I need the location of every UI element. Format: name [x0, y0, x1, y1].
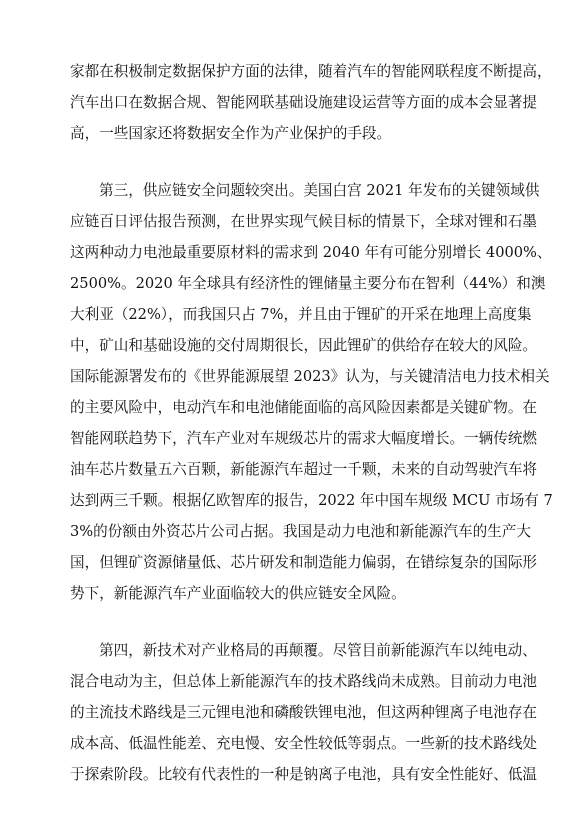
text-line: 高，一些国家还将数据安全作为产业保护的手段。 — [70, 125, 392, 142]
paragraph-start-line: 第三，供应链安全问题较突出。美国白宫 2021 年发布的关键领域供 — [99, 182, 540, 199]
text-line: 家都在积极制定数据保护方面的法律，随着汽车的智能网联程度不断提高， — [70, 63, 552, 80]
text-line: 应链百日评估报告预测，在世界实现气候目标的情景下，全球对锂和石墨 — [70, 213, 538, 230]
text-line: 的主要风险中，电动汽车和电池储能面临的高风险因素都是关键矿物。在 — [70, 399, 538, 416]
text-line: 势下，新能源汽车产业面临较大的供应链安全风险。 — [70, 585, 406, 602]
text-line: 的主流技术路线是三元锂电池和磷酸铁锂电池，但这两种锂离子电池存在 — [70, 704, 538, 721]
paragraph-start-line: 第四，新技术对产业格局的再颠覆。尽管目前新能源汽车以纯电动、 — [99, 642, 537, 659]
text-line: 智能网联趋势下，汽车产业对车规级芯片的需求大幅度增长。一辆传统燃 — [70, 430, 538, 447]
text-line: 汽车出口在数据合规、智能网联基础设施建设运营等方面的成本会显著提 — [70, 94, 538, 111]
text-line: 这两种动力电池最重要原材料的需求到 2040 年有可能分别增长 4000%、 — [70, 244, 552, 261]
text-line: 国际能源署发布的《世界能源展望 2023》认为，与关键清洁电力技术相关 — [70, 368, 550, 385]
text-line: 油车芯片数量五六百颗，新能源汽车超过一千颗，未来的自动驾驶汽车将 — [70, 461, 538, 478]
text-line: 达到两三千颗。根据亿欧智库的报告，2022 年中国车规级 MCU 市场有 7 — [70, 492, 553, 509]
text-line: 3%的份额由外资芯片公司占据。我国是动力电池和新能源汽车的生产大 — [70, 523, 531, 540]
text-line: 大利亚（22%），而我国只占 7%，并且由于锂矿的开采在地理上高度集 — [70, 306, 532, 323]
text-line: 中，矿山和基础设施的交付周期很长，因此锂矿的供给存在较大的风险。 — [70, 337, 538, 354]
text-line: 于探索阶段。比较有代表性的一种是钠离子电池，具有安全性能好、低温 — [70, 766, 538, 783]
text-line: 国，但锂矿资源储量低、芯片研发和制造能力偏弱，在错综复杂的国际形 — [70, 554, 538, 571]
text-line: 2500%。2020 年全球具有经济性的锂储量主要分布在智利（44%）和澳 — [70, 275, 546, 292]
text-line: 混合电动为主，但总体上新能源汽车的技术路线尚未成熟。目前动力电池 — [70, 673, 538, 690]
text-line: 成本高、低温性能差、充电慢、安全性较低等弱点。一些新的技术路线处 — [70, 735, 538, 752]
